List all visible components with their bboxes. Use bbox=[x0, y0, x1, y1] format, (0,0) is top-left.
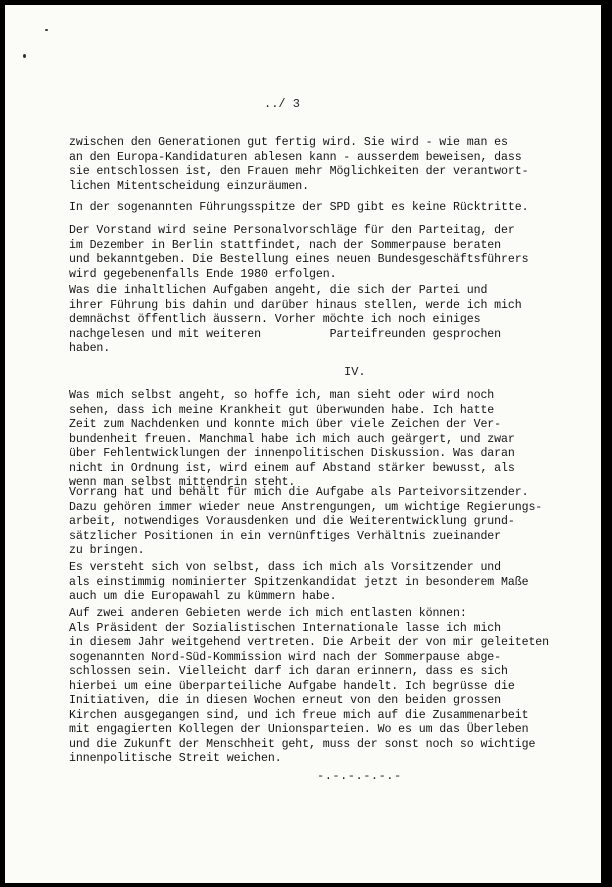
end-mark: -.-.-.-.-.- bbox=[317, 769, 402, 783]
paragraph-3: Der Vorstand wird seine Personalvorschläge für den Parteitag, der im Dezember in Berlin stattfindet, nach der Sommerpause beraten und bekanntgeben. Die Bestellung eines neuen Bundesgeschäftsführers wird gegebenenfalls Ende 1980 erfolgen. bbox=[69, 224, 529, 281]
paragraph-1: zwischen den Generationen gut fertig wird. Sie wird - wie man es an den Europa-Kandidaturen ablesen kann - ausserdem beweisen, dass sie entschlossen ist, den Frauen mehr Möglichkeiten der verantwort- lichen Mitentscheidung einzuräumen. bbox=[69, 136, 529, 193]
paragraph-2: In der sogenannten Führungsspitze der SPD gibt es keine Rücktritte. bbox=[69, 201, 529, 214]
scan-edge bbox=[602, 0, 612, 887]
page-number: ../ 3 bbox=[264, 97, 301, 111]
paragraph-8: Auf zwei anderen Gebieten werde ich mich entlasten können: Als Präsident der Sozialistischen Internationale lasse ich mich in diesem Jahr weitgehend vertreten. Die Arbeit der von mir geleiteten sogenannten Nord-Süd-Kommission wird nach der Sommerpause abge- schlossen sein. Vielleicht darf ich daran erinnern, dass es sich hierbei um eine überparteiliche Aufgabe handelt. Ich begrüsse die Initiativen, die in diesen Wochen erneut von den beiden grossen Kirchen ausgegangen sind, und ich freue mich auf die Zusammenarbeit mit engagierten Kollegen der Unionsparteien. Wo es um das Überleben und die Zukunft der Menschheit geht, muss der sonst noch so wichtige innenpolitische Streit weichen. bbox=[69, 607, 550, 765]
section-heading: IV. bbox=[344, 365, 366, 379]
paragraph-7: Es versteht sich von selbst, dass ich mich als Vorsitzender und als einstimmig nominierter Spitzenkandidat jetzt in besonderem Maße auch um die Europawahl zu kümmern habe. bbox=[69, 561, 529, 603]
paragraph-4: Was die inhaltlichen Aufgaben angeht, die sich der Partei und ihrer Führung bis dahin und darüber hinaus stellen, werde ich mich demnächst öffentlich äussern. Vorher möchte ich noch einiges nachgelesen und mit weiteren Parteifreunden gesprochen haben. bbox=[69, 284, 522, 355]
document-page bbox=[5, 5, 601, 883]
paragraph-5: Was mich selbst angeht, so hoffe ich, man sieht oder wird noch sehen, dass ich meine Krankheit gut überwunden habe. Ich hatte Zeit zum Nachdenken und konnte mich über viele Zeichen der Ver- bundenheit freuen. Manchmal habe ich mich auch geärgert, und zwar über Fehlentwicklungen der innenpolitischen Diskussion. Was daran nicht in Ordnung ist, wird einem auf Abstand stärker bewusst, als wenn man selbst mittendrin steht. bbox=[69, 389, 515, 489]
paragraph-6: Vorrang hat und behält für mich die Aufgabe als Parteivorsitzender. Dazu gehören immer wieder neue Anstrengungen, um wichtige Regierungs- arbeit, notwendiges Vorausdenken und die Weiterentwicklung grund- sätzlicher Positionen in ein vernünftiges Verhältnis zueinander zu bringen. bbox=[69, 486, 543, 557]
